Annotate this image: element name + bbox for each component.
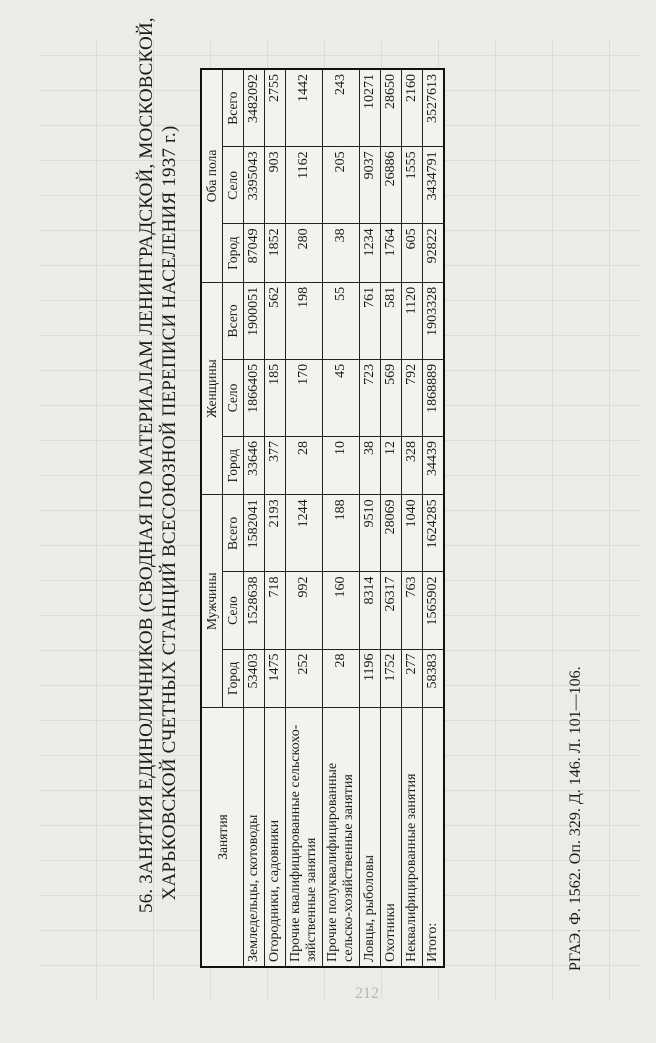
subheader-total: Всего [223,69,244,147]
value-cell: 26886 [381,147,402,224]
value-cell: 1752 [381,649,402,707]
value-cell: 28069 [381,495,402,572]
subheader-village: Село [223,147,244,224]
table-row [244,69,265,967]
header-group-men: Мужчины [201,495,223,708]
value-cell: 92822 [423,224,445,282]
value-cell: 243 [323,69,360,147]
title-line-2: ХАРЬКОВСКОЙ СЧЕТНЫХ СТАНЦИЙ ВСЕСОЮЗНОЙ ПЕРЕПИСИ НАСЕЛЕНИЯ 1937 г.) [159,125,180,901]
table-row [323,69,360,967]
value-cell: 53403 [244,649,265,707]
table-row [265,69,286,967]
value-cell: 718 [265,572,286,649]
value-cell: 28 [323,649,360,707]
table-row [360,69,381,967]
value-cell: 9510 [360,495,381,572]
value-cell: 3395043 [244,147,265,224]
header-group-women: Женщины [201,282,223,495]
subheader-city: Город [223,436,244,494]
value-cell: 562 [265,282,286,359]
occupation-cell: Прочие полуквалифицированные сельско-хозяйственные занятия [323,708,360,968]
value-cell: 792 [402,359,423,436]
value-cell: 1764 [381,224,402,282]
title-line-1: 56. ЗАНЯТИЯ ЕДИНОЛИЧНИКОВ (СВОДНАЯ ПО МАТЕРИАЛАМ ЛЕНИНГРАДСКОЙ, МОСКОВСКОЙ, [136,17,157,913]
value-cell: 8314 [360,572,381,649]
value-cell: 1582041 [244,495,265,572]
value-cell: 34439 [423,436,445,494]
value-cell: 1475 [265,649,286,707]
value-cell: 605 [402,224,423,282]
value-cell: 12 [381,436,402,494]
value-cell: 1040 [402,495,423,572]
value-cell: 1866405 [244,359,265,436]
value-cell: 1244 [286,495,323,572]
value-cell: 1196 [360,649,381,707]
value-cell: 1900051 [244,282,265,359]
header-occupation: Занятия [201,708,244,968]
value-cell: 3527613 [423,69,445,147]
value-cell: 33646 [244,436,265,494]
value-cell: 1120 [402,282,423,359]
source-citation: РГАЭ. Ф. 1562. Оп. 329. Д. 146. Л. 101—106. [567,666,584,971]
value-cell: 38 [323,224,360,282]
value-cell: 1624285 [423,495,445,572]
value-cell: 2160 [402,69,423,147]
value-cell: 1565902 [423,572,445,649]
value-cell: 723 [360,359,381,436]
table-row [402,69,423,967]
table-row [381,69,402,967]
value-cell: 761 [360,282,381,359]
value-cell: 10 [323,436,360,494]
occupation-cell: Охотники [381,708,402,968]
value-cell: 87049 [244,224,265,282]
value-cell: 2755 [265,69,286,147]
occupation-cell: Итого: [423,708,445,968]
occupation-cell: Прочие квалифицированные сельскохо-зяйственные занятия [286,708,323,968]
value-cell: 2193 [265,495,286,572]
value-cell: 38 [360,436,381,494]
value-cell: 185 [265,359,286,436]
occupation-cell: Огородники, садовники [265,708,286,968]
value-cell: 1868889 [423,359,445,436]
value-cell: 280 [286,224,323,282]
value-cell: 569 [381,359,402,436]
value-cell: 9037 [360,147,381,224]
value-cell: 581 [381,282,402,359]
subheader-city: Город [223,224,244,282]
value-cell: 328 [402,436,423,494]
value-cell: 3434791 [423,147,445,224]
value-cell: 45 [323,359,360,436]
value-cell: 277 [402,649,423,707]
value-cell: 205 [323,147,360,224]
value-cell: 1162 [286,147,323,224]
table-row [286,69,323,967]
value-cell: 1903328 [423,282,445,359]
occupation-cell: Земледельцы, скотоводы [244,708,265,968]
value-cell: 170 [286,359,323,436]
occupation-cell: Ловцы, рыболовы [360,708,381,968]
table-row [423,69,445,967]
value-cell: 377 [265,436,286,494]
value-cell: 992 [286,572,323,649]
value-cell: 58383 [423,649,445,707]
subheader-village: Село [223,359,244,436]
value-cell: 252 [286,649,323,707]
subheader-total: Всего [223,495,244,572]
value-cell: 1234 [360,224,381,282]
value-cell: 28650 [381,69,402,147]
value-cell: 1442 [286,69,323,147]
subheader-village: Село [223,572,244,649]
value-cell: 10271 [360,69,381,147]
occupation-cell: Неквалифицированные занятия [402,708,423,968]
value-cell: 903 [265,147,286,224]
value-cell: 763 [402,572,423,649]
value-cell: 1528638 [244,572,265,649]
value-cell: 28 [286,436,323,494]
value-cell: 55 [323,282,360,359]
subheader-city: Город [223,649,244,707]
header-group-both: Оба пола [201,69,223,282]
value-cell: 188 [323,495,360,572]
page-number: 212 [355,985,379,1002]
value-cell: 3482092 [244,69,265,147]
value-cell: 1852 [265,224,286,282]
value-cell: 1555 [402,147,423,224]
value-cell: 26317 [381,572,402,649]
value-cell: 198 [286,282,323,359]
page-title [135,17,181,913]
occupations-table [200,68,445,968]
subheader-total: Всего [223,282,244,359]
value-cell: 160 [323,572,360,649]
